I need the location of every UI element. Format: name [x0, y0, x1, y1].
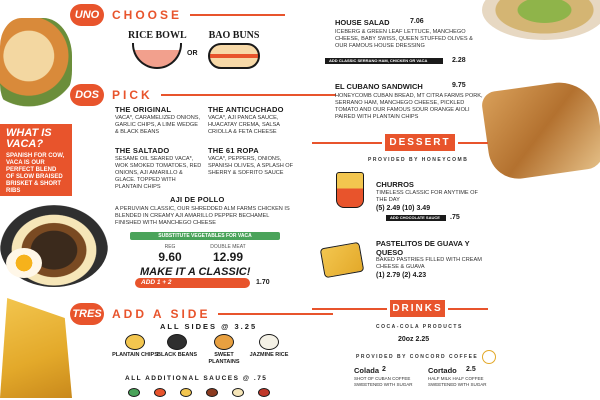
- house-salad-image: [482, 0, 600, 40]
- cubano-name: EL CUBANO SANDWICH: [335, 82, 423, 91]
- dessert-rule-right: [458, 142, 488, 144]
- sauce-icon[interactable]: [128, 388, 140, 397]
- pick-description: A PERUVIAN CLASSIC, OUR SHREDDED ALM FARMS CHICKEN IS BLENDED IN CREAMY AJI AMARILLO PEPPER BECHAMEL FINISHED WITH MANCHEGO CHEESE: [115, 206, 290, 226]
- black-beans-icon: [167, 334, 187, 350]
- drinks-rule-right: [448, 308, 488, 310]
- churros-addon-price: .75: [450, 214, 460, 221]
- side-jazmine-rice[interactable]: [244, 334, 294, 359]
- house-salad-name: HOUSE SALAD: [335, 18, 390, 27]
- vaca-description: SPANISH FOR COW, VACA IS OUR PERFECT BLEND OF SLOW BRAISED BRISKET & SHORT RIBS: [6, 153, 65, 194]
- classic-price: 1.70: [256, 279, 270, 286]
- sauce-icon[interactable]: [258, 388, 270, 397]
- side-sweet-plantains[interactable]: [199, 334, 249, 365]
- section-dos: [70, 84, 336, 106]
- or-label: OR: [187, 50, 198, 57]
- side-label: PLANTAIN CHIPS: [112, 352, 158, 358]
- bao-buns-label: BAO BUNS: [208, 30, 260, 41]
- section-title: ADD A SIDE: [112, 307, 211, 321]
- price-value: 9.60: [158, 250, 182, 264]
- house-salad-addon: ADD CLASSIC SERRANO HAM, CHICKEN OR VACA: [325, 58, 443, 64]
- pick-name: THE SALTADO: [115, 146, 170, 155]
- vaca-title: WHAT IS VACA?: [6, 127, 52, 150]
- section-uno: [70, 4, 285, 26]
- coffee-provider: PROVIDED BY CONCORD COFFEE: [356, 354, 479, 360]
- pick-name: THE 61 ROPA: [208, 146, 259, 155]
- churros-prices: (5) 2.49 (10) 3.49: [376, 205, 431, 212]
- section-badge: UNO: [70, 4, 104, 26]
- substitute-banner: SUBSTITUTE VEGETABLES FOR VACA: [130, 232, 280, 240]
- section-badge: DOS: [70, 84, 104, 106]
- dessert-rule-left: [312, 142, 382, 144]
- side-label: SWEET PLANTAINS: [208, 352, 240, 365]
- house-salad-description: ICEBERG & GREEN LEAF LETTUCE, MANCHEGO CHEESE, BABY SWISS, QUEEN STUFFED OLIVES & OUR FAMOUS HOUSE DRESSING: [335, 29, 473, 49]
- rice-icon: [259, 334, 279, 350]
- fried-egg-image: [6, 248, 42, 278]
- cubano-description: HONEYCOMB CUBAN BREAD, MT CITRA FARMS PORK, SERRANO HAM, MANCHEGO CHEESE, PICKLED TOMATO AND OUR FAMOUS SOUR ORANGE AIOLI PAIRED WITH PLANTAIN CHIPS: [335, 93, 483, 120]
- bun-icon: [208, 43, 260, 69]
- churros-name: CHURROS: [376, 180, 414, 189]
- colada-name: Colada: [354, 366, 380, 375]
- colada-description: SHOT OF CUBAN COFFEE SWEETENED WITH SUGAR: [354, 376, 413, 387]
- pastelitos-description: BAKED PASTRIES FILLED WITH CREAM CHEESE & GUAVA: [376, 257, 482, 270]
- coca-cola-price: 20oz 2.25: [398, 336, 430, 343]
- house-salad-addon-price: 2.28: [452, 57, 466, 64]
- sauce-icon[interactable]: [232, 388, 244, 397]
- side-black-beans[interactable]: [152, 334, 202, 359]
- dessert-banner: DESSERT: [385, 134, 455, 151]
- pastelitos-icon: [320, 242, 365, 278]
- classic-headline: MAKE IT A CLASSIC!: [140, 266, 251, 278]
- section-rule: [190, 14, 285, 16]
- cortado-price: 2.5: [466, 366, 476, 373]
- sauce-icon[interactable]: [206, 388, 218, 397]
- pastelitos-name: PASTELITOS DE GUAVA Y QUESO: [376, 239, 470, 257]
- pastelitos-prices: (1) 2.79 (2) 4.23: [376, 272, 427, 279]
- pick-name: THE ANTICUCHADO: [208, 105, 284, 114]
- sauce-icon[interactable]: [154, 388, 166, 397]
- coffee-bean-icon: [482, 350, 496, 364]
- section-title: CHOOSE: [112, 8, 183, 22]
- section-badge: TRES: [70, 303, 104, 325]
- pick-description: VACA*, PEPPERS, ONIONS, SPANISH OLIVES, A SPLASH OF SHERRY & SOFRITO SAUCE: [208, 156, 294, 176]
- pick-description: VACA*, AJI PANCA SAUCE, HUACATAY CREMA, SALSA CRIOLLA & FETA CHEESE: [208, 115, 280, 135]
- churros-addon: ADD CHOCOLATE SAUCE: [386, 215, 446, 221]
- drinks-banner: DRINKS: [390, 300, 445, 317]
- churros-icon: [336, 172, 364, 208]
- drinks-rule-left: [312, 308, 387, 310]
- churros-description: TIMELESS CLASSIC FOR ANYTIME OF THE DAY: [376, 190, 478, 203]
- cubano-sandwich-image: [480, 78, 600, 183]
- what-is-vaca-panel: [0, 124, 72, 196]
- coca-cola-label: COCA-COLA PRODUCTS: [376, 324, 463, 330]
- cortado-name: Cortado: [428, 366, 457, 375]
- classic-add-button[interactable]: ADD 1 + 2: [135, 278, 250, 288]
- rice-bowl-option[interactable]: [128, 30, 187, 69]
- section-rule: [161, 94, 336, 96]
- side-label: BLACK BEANS: [156, 352, 198, 358]
- cortado-description: HALF MILK HALF COFFEE SWEETENED WITH SUGAR: [428, 376, 487, 387]
- pick-description: SESAME OIL SEARED VACA*, WOK SMOKED TOMATOES, RED ONIONS, AJI AMARILLO & GLACE. TOPPED WITH PLANTAIN CHIPS: [115, 156, 202, 190]
- pick-name: AJI DE POLLO: [170, 195, 225, 204]
- price-value: 12.99: [212, 250, 244, 264]
- dessert-provider: PROVIDED BY HONEYCOMB: [368, 157, 469, 163]
- price-label: REG: [164, 244, 176, 250]
- bao-bun-image: [0, 18, 72, 113]
- side-label: JAZMINE RICE: [249, 352, 289, 358]
- colada-price: 2: [382, 366, 386, 373]
- section-title: PICK: [112, 88, 153, 102]
- bowl-icon: [132, 43, 182, 69]
- house-salad-price: 7.06: [410, 18, 424, 25]
- plantain-chips-image: [0, 298, 72, 398]
- rice-bowl-label: RICE BOWL: [128, 30, 187, 41]
- bao-buns-option[interactable]: [208, 30, 260, 69]
- section-rule: [218, 313, 333, 315]
- sauce-icon[interactable]: [180, 388, 192, 397]
- plantain-chips-icon: [125, 334, 145, 350]
- all-sides-price: ALL SIDES @ 3.25: [160, 322, 258, 331]
- pick-description: VACA*, CARAMELIZED ONIONS, GARLIC CHIPS, A LIME WEDGE & BLACK BEANS: [115, 115, 201, 135]
- sweet-plantains-icon: [214, 334, 234, 350]
- cubano-price: 9.75: [452, 82, 466, 89]
- sauces-price: ALL ADDITIONAL SAUCES @ .75: [125, 375, 268, 382]
- price-label: DOUBLE MEAT: [210, 244, 246, 250]
- pick-name: THE ORIGINAL: [115, 105, 172, 114]
